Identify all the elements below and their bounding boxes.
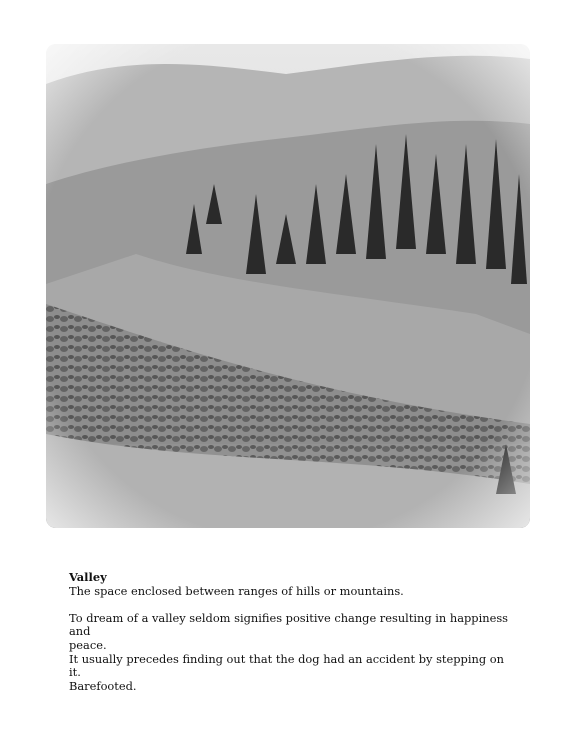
valley-photo — [46, 44, 530, 528]
entry-definition: The space enclosed between ranges of hills or mountains. — [69, 583, 404, 598]
caption-block — [69, 571, 519, 693]
spacer — [69, 598, 519, 612]
paragraph-line: To dream of a valley seldom signifies positive change resulting in happiness and — [69, 610, 509, 639]
paragraph-line: peace. — [69, 637, 107, 652]
paragraph-line: It usually precedes finding out that the dog had an accident by stepping on it. — [69, 651, 504, 680]
paragraph-line: Barefooted. — [69, 678, 137, 693]
mountain-valley-image — [46, 44, 530, 528]
entry-title: Valley — [69, 570, 107, 584]
